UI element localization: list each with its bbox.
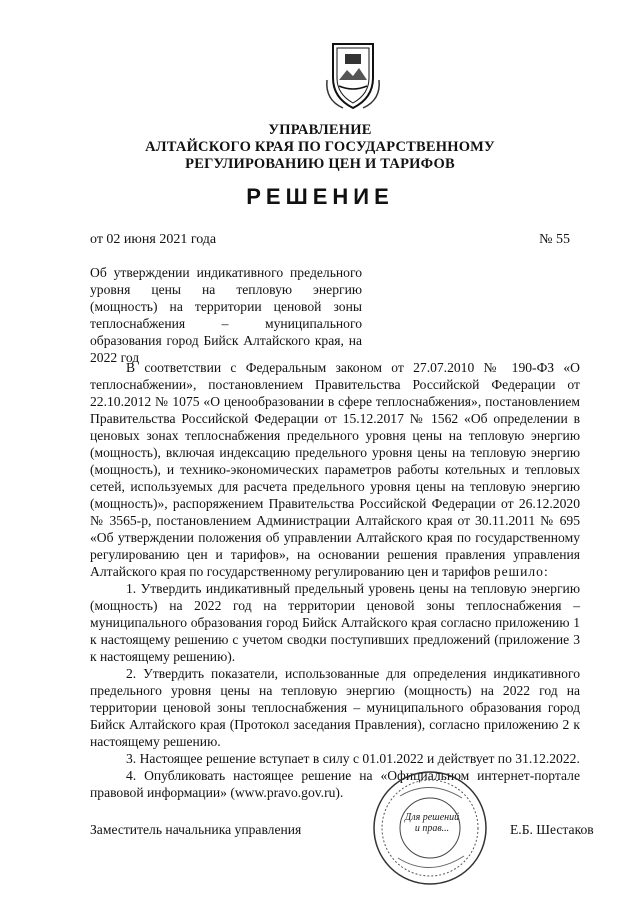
decision-item: 1. Утвердить индикативный предельный уровень цены на тепловую энергию (мощность) на 2022 год на территории ценовой зоны теплоснабжения – муниципального образования город Бийск Алтайского края согласно приложению 1 к настоящему решению с учетом сводки поступивших предложений (приложение 3 к настоящему решению). <box>90 581 580 664</box>
decision-item: 4. Опубликовать настоящее решение на «Официальном интернет-портале правовой информации» (www.pravo.gov.ru). <box>90 768 580 800</box>
decision-item: 3. Настоящее решение вступает в силу с 01.01.2022 и действует по 31.12.2022. <box>126 751 580 766</box>
document-subject: Об утверждении индикативного предельного уровня цены на тепловую энергию (мощность) на территории ценовой зоны теплоснабжения – муниципального образования город Бийск Алтайского края, на 2022 год <box>90 265 362 365</box>
coat-of-arms-icon <box>323 40 383 112</box>
signer-name: Е.Б. Шестаков <box>510 822 594 837</box>
document-number: № 55 <box>539 232 570 247</box>
org-line: РЕГУЛИРОВАНИЮ ЦЕН И ТАРИФОВ <box>185 156 455 172</box>
organization-name <box>120 122 520 173</box>
seal-inscription: Для решений и прав... <box>404 812 460 834</box>
preamble-text: В соответствии с Федеральным законом от 27.07.2010 № 190-ФЗ «О теплоснабжении», постановлением Правительства Российской Федерации от 22.10.2012 № 1075 «О ценообразовании в сфере теплоснабжения», постановлением Правительства Российской Федерации от 15.12.2017 № 1562 «Об определении в ценовых зонах теплоснабжения предельного уровня цены на тепловую энергию (мощность), включая индексацию предельного уровня цены на тепловую энергию (мощность), и технико-экономических параметров работы котельных и тепловых сетей, используемых для расчета предельного уровня цены на тепловую энергию (мощность)», распоряжением Правительства Российской Федерации от 26.12.2020 № 3565-р, постановлением Администрации Алтайского края от 30.11.2011 № 695 «Об утверждении положения об управлении Алтайского края по государственному регулированию цен и тарифов», на основании решения правления управления Алтайского края по государственному регулированию цен и тарифов <box>90 360 580 579</box>
decision-item: 2. Утвердить показатели, использованные для определения индикативного предельного уровня цены на тепловую энергию (мощность) на 2022 год на территории ценовой зоны теплоснабжения – муниципального образования город Бийск Алтайского края (Протокол заседания Правления), согласно приложению 2 к настоящему решению. <box>90 666 580 749</box>
preamble-paragraph <box>90 359 580 580</box>
document-date: от 02 июня 2021 года <box>90 232 217 247</box>
signer-position: Заместитель начальника управления <box>90 822 302 837</box>
document-body <box>90 359 580 801</box>
org-line: УПРАВЛЕНИЕ <box>268 122 372 138</box>
org-line: АЛТАЙСКОГО КРАЯ ПО ГОСУДАРСТВЕННОМУ <box>145 139 495 155</box>
decided-word: решило: <box>493 564 549 579</box>
document-type-title: РЕШЕНИЕ <box>246 184 394 209</box>
